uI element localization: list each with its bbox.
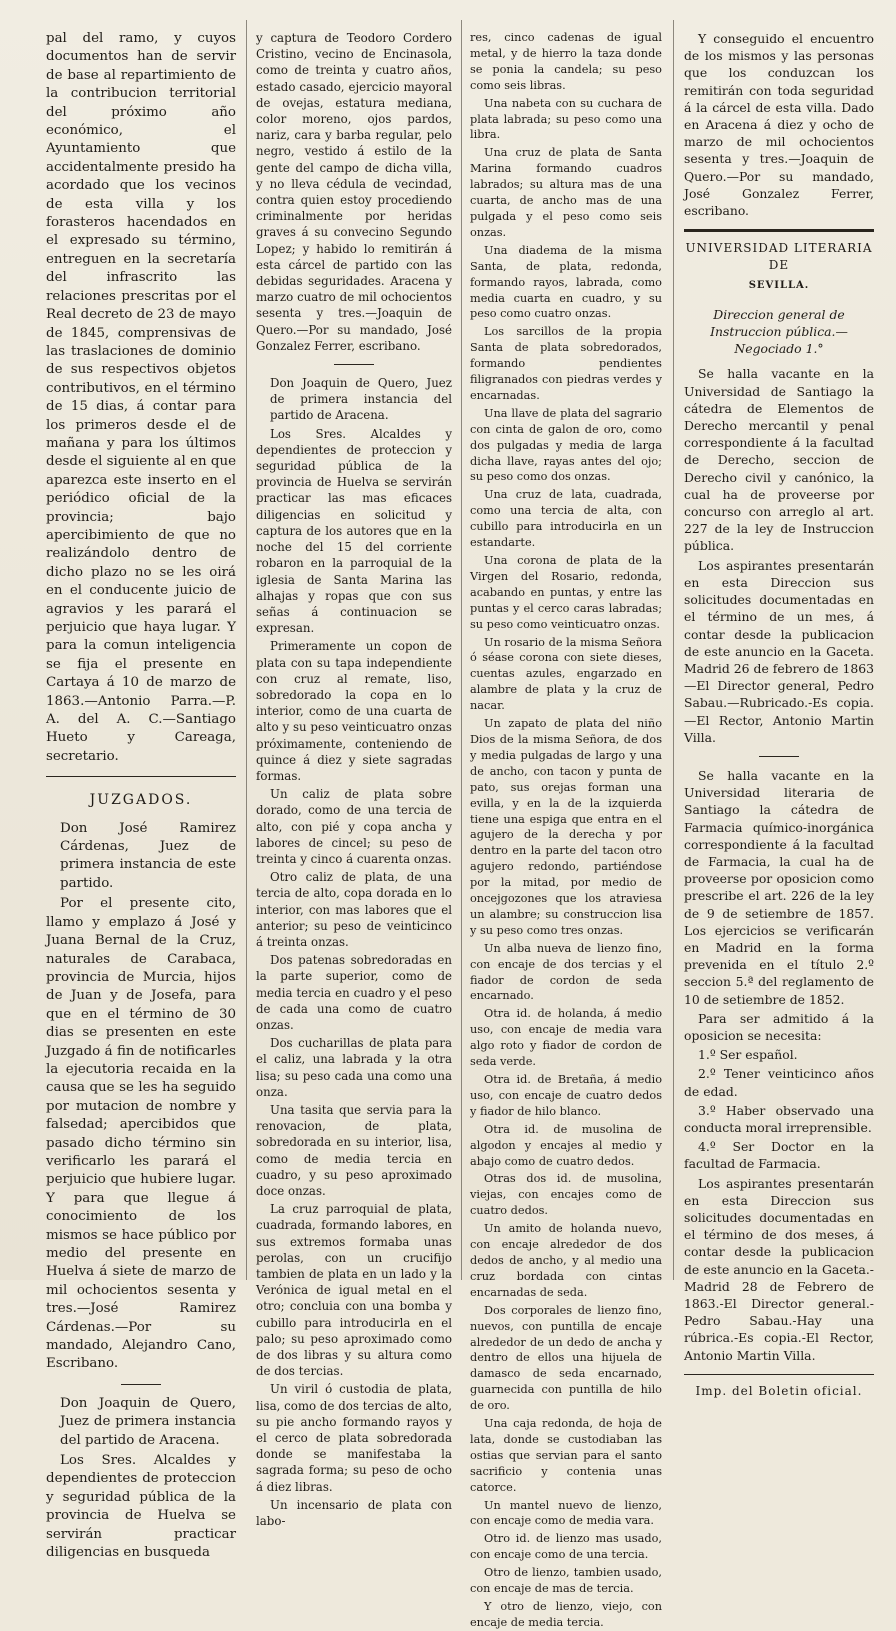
vacancy-notice: Los aspirantes presentarán en esta Direccion sus solicitudes documentadas en el término de un mes, á contar desde la publicacion de este anuncio en la Gaceta. Madrid 26 de febrero de 1863 —El Director general, Pedro Sabau.—Rubricado.-Es copia. —El Rector, Antonio Martin Villa. <box>684 557 874 745</box>
requirement-item: 1.º Ser español. <box>698 1047 798 1063</box>
item-paragraph: Otras dos id. de musolina, viejas, con encajes como de cuatro dedos. <box>470 1172 662 1218</box>
item-paragraph: Dos corporales de lienzo fino, nuevos, con puntilla de encaje alrededor de un dedo de ancha y dentro de ellos una hijuela de damasco de seda encarnado, guarnecida con puntilla de hilo de oro. <box>470 1303 662 1413</box>
vacancy-notice: Para ser admitido á la oposicion se necesita: <box>684 1010 874 1043</box>
requirement-item: 3.º Haber observado una conducta moral irreprensible. <box>684 1102 874 1135</box>
item-paragraph: Otro de lienzo, tambien usado, con encaje de mas de tercia. <box>470 1566 662 1596</box>
item-paragraph: Una cruz de plata de Santa Marina formando cuadros labrados; su altura mas de una cuarta, de ancho mas de una pulgada y el peso como seis onzas. <box>470 146 662 239</box>
notice-body: Los Sres. Alcaldes y dependientes de proteccion y seguridad pública de la provincia de Huelva se servirán practicar diligencias en busqueda <box>46 1453 236 1561</box>
notice-paragraph: Los Sres. Alcaldes y dependientes de proteccion y seguridad pública de la provincia de Huelva se servirán practicar las mas eficaces diligencias en solicitud y captura de los autores que en la noche del 15 del corriente robaron en la parroquial de la iglesia de Santa Marina las alhajas y ropas que con sus señas á continuacion se expresan. <box>256 426 452 636</box>
notice-paragraph: Una tasita que servia para la renovacion, de plata, sobredorada en su interior, lisa, como de media tercia en cuadro, y su peso aproximado doce onzas. <box>256 1103 452 1199</box>
notice-paragraph: La cruz parroquial de plata, cuadrada, formando labores, en sus extremos formaba unas perolas, con un crucifijo tambien de plata en un lado y la Verónica de igual metal en el otro; concluia con una bomba y cubillo para introducirla en el palo; su peso aproximado como de dos libras y su altura como de dos tercias. <box>256 1202 452 1379</box>
notice-paragraph: Un caliz de plata sobre dorado, como de una tercia de alto, con pié y copa ancha y labores de cincel; su peso de treinta y cinco á cuarenta onzas. <box>256 787 452 866</box>
notice-paragraph: Dos cucharillas de plata para el caliz, una labrada y la otra lisa; su peso cada una como una onza. <box>256 1036 452 1099</box>
university-city: SEVILLA. <box>748 279 810 291</box>
column-4 <box>684 30 874 1398</box>
item-paragraph: Un rosario de la misma Señora ó séase corona con siete dieses, cuentas azules, engarzado en alambre de plata y la cruz de nacar. <box>470 635 662 713</box>
item-paragraph: Una llave de plata del sagrario con cinta de galon de oro, como dos pulgadas y media de larga dicha llave, rayas antes del ojo; su peso como dos onzas. <box>470 406 662 484</box>
item-paragraph: Un amito de holanda nuevo, con encaje alrededor de dos dedos de ancho, y al medio una cruz bordada con cintas encarnadas de seda. <box>470 1222 662 1299</box>
item-paragraph: Una cruz de lata, cuadrada, como una tercia de alta, con cubillo para introducirla en un estandarte. <box>470 488 662 550</box>
separator <box>121 1384 161 1385</box>
vacancy-notice: Se halla vacante en la Universidad de Santiago la cátedra de Elementos de Derecho mercantil y penal correspondiente á la facultad de Derecho, seccion de Derecho civil y canónico, la cual ha de proveerse por concurso con arreglo al art. 227 de la ley de Instruccion pública. <box>684 366 874 554</box>
column-3 <box>470 30 662 1629</box>
notice-paragraph: Un viril ó custodia de plata, lisa, como de dos tercias de alto, su pie ancho formando rayos y el cerco de plata sobredorada donde se manifestaba la sagrada forma; su peso de ocho á diez libras. <box>256 1382 452 1494</box>
item-paragraph: Otro id. de lienzo mas usado, con encaje como de una tercia. <box>470 1532 662 1562</box>
capture-notice-text: y captura de Teodoro Cordero Cristino, vecino de Encinasola, como de treinta y cuatro años, estado casado, ejercicio mayoral de ovejas, estatura mediana, color moreno, ojos pardos, nariz, cara y barba regular, pelo negro, vestido á estilo de la gente del campo de dicha villa, y no lleva cédula de vecindad, contra quien estoy procediendo criminalmente por heridas graves á su convecino Segundo Lopez; y habido lo remitirán á esta cárcel de partido con las debidas seguridades. Aracena y marzo cuatro de mil ochocientos sesenta y tres.—Joaquin de Quero.—Por su mandado, José Gonzalez Ferrer, escribano. <box>256 31 452 353</box>
column-divider <box>246 20 247 1280</box>
vacancy-notice: Se halla vacante en la Universidad literaria de Santiago la cátedra de Farmacia químico-inorgánica correspondiente á la facultad de Farmacia, la cual ha de proveerse por oposicion como prescribe el art. 226 de la ley de 9 de setiembre de 1857. Los ejercicios se verificarán en Madrid en la forma prevenida en el título 2.º seccion 5.ª del reglamento de 10 de setiembre de 1852. <box>684 767 874 1007</box>
item-paragraph: res, cinco cadenas de igual metal, y de hierro la taza donde se ponia la candela; su peso como seis libras. <box>470 31 662 92</box>
notice-paragraph: Dos patenas sobredoradas en la parte superior, como de media tercia en cuadro y el peso de cada una como de cuatro onzas. <box>256 953 452 1032</box>
column-divider <box>461 20 462 1280</box>
aracena-notice-end: Y conseguido el encuentro de los mismos y las personas que los conduzcan los remitirán con toda seguridad á la cárcel de esta villa. Dado en Aracena á diez y ocho de marzo de mil ochocientos sesenta y tres.—Joaquin de Quero.—Por su mandado, José Gonzalez Ferrer, escribano. <box>684 31 874 219</box>
column-1 <box>46 30 236 1561</box>
requirement-item: 2.º Tener veinticinco años de edad. <box>684 1066 874 1099</box>
requirement-item: 4.º Ser Doctor en la facultad de Farmacia. <box>684 1139 874 1172</box>
item-paragraph: Un zapato de plata del niño Dios de la misma Señora, de dos y media pulgadas de largo y una de ancho, con tacon y punta de pato, sus orejas forman una evilla, y en la de la izquierda tiene una espiga que entra en el agujero de la derecha y por dentro en la parte del tacon otro agujero redondo, partiéndose por la mitad, por medio de oncejgozones que los atraviesa un alambre; su construccion lisa y su peso como tres onzas. <box>470 717 662 937</box>
vacancy-notice: Los aspirantes presentarán en esta Direccion sus solicitudes documentadas en el término de dos meses, á contar desde la publicacion de este anuncio en la Gaceta.-Madrid 28 de Febrero de 1863.-El Director general.-Pedro Sabau.-Hay una rúbrica.-Es copia.-El Rector, Antonio Martin Villa. <box>684 1175 874 1363</box>
university-title: UNIVERSIDAD LITERARIA DE <box>685 241 873 273</box>
section-rule <box>684 229 874 232</box>
item-paragraph: Una caja redonda, de hoja de lata, donde se custodiaban las ostias que servian para el santo sacrificio y contenia unas catorce. <box>470 1417 662 1494</box>
notice-title: Don Joaquin de Quero, Juez de primera instancia del partido de Aracena. <box>270 376 452 423</box>
item-paragraph: Otra id. de musolina de algodon y encajes al medio y abajo como de cuatro dedos. <box>470 1122 662 1168</box>
notice-title: Don José Ramirez Cárdenas, Juez de primera instancia de este partido. <box>60 820 236 891</box>
item-paragraph: Una nabeta con su cuchara de plata labrada; su peso como una libra. <box>470 96 662 142</box>
printer-footer: Imp. del Boletin oficial. <box>695 1383 863 1398</box>
section-title-juzgados: JUZGADOS. <box>89 792 193 809</box>
footer-rule <box>684 1374 874 1375</box>
item-paragraph: Un alba nueva de lienzo fino, con encaje de dos tercias y el fiador de cordon de seda encarnado. <box>470 941 662 1003</box>
item-paragraph: Una diadema de la misma Santa, de plata, redonda, formando rayos, labrada, como media cuarta en cuadro, y su peso como cuatro onzas. <box>470 243 662 321</box>
notice-title: Don Joaquin de Quero, Juez de primera instancia del partido de Aracena. <box>60 1395 236 1448</box>
separator <box>759 756 799 757</box>
item-paragraph: Y otro de lienzo, viejo, con encaje de media tercia. <box>470 1600 662 1629</box>
item-paragraph: Los sarcillos de la propia Santa de plata sobredorados, formando pendientes filigranados con piedras verdes y encarnadas. <box>470 325 662 402</box>
item-paragraph: Un mantel nuevo de lienzo, con encaje como de media vara. <box>470 1498 662 1528</box>
notice-paragraph: Un incensario de plata con labo- <box>256 1497 452 1529</box>
item-paragraph: Otra id. de Bretaña, á medio uso, con encaje de cuatro dedos y fiador de hilo blanco. <box>470 1073 662 1118</box>
cartaya-notice-text: pal del ramo, y cuyos documentos han de servir de base al repartimiento de la contribucion territorial del próximo año económico, el Ayuntamiento que accidentalmente presido ha acordado que los vecinos de esta villa y los forasteros hacendados en el expresado su término, entreguen en la secretaría del infrascrito las relaciones prescritas por el Real decreto de 23 de mayo de 1845, comprensivas de las traslaciones de dominio de sus respectivos objetos contributivos, en el término de 15 dias, á contar para los primeros desde el de mañana y para los últimos desde el siguiente al en que aparezca este inserto en el periódico oficial de la provincia; bajo apercibimiento de que no realizándolo dentro de dicho plazo no se les oirá en el conducente juicio de agravios y les parará el perjuicio que haya lugar. Y para la comun inteligencia se fija el presente en Cartaya á 10 de marzo de 1863.—Antonio Parra.—P. A. del A. C.—Santiago Hueto y Careaga, secretario. <box>46 31 236 764</box>
direction-subtitle: Direccion general de Instruccion pública.—Negociado 1.° <box>710 306 848 357</box>
item-paragraph: Otra id. de holanda, á medio uso, con encaje de media vara algo roto y fiador de cordon de seda verde. <box>470 1007 662 1069</box>
notice-body: Por el presente cito, llamo y emplazo á José y Juana Bernal de la Cruz, naturales de Carabaca, provincia de Murcia, hijos de Juan y de Josefa, para que en el término de 30 dias se presenten en este Juzgado á fin de notificarles la ejecutoria recaida en la causa que se les ha seguido por mutacion de nombre y falsedad; apercibidos que pasado dicho término sin verificarlo les parará el perjuicio que hubiere lugar. Y para que llegue á conocimiento de los mismos se hace público por medio del presente en Huelva á siete de marzo de mil ochocientos sesenta y tres.—José Ramirez Cárdenas.—Por su mandado, Alejandro Cano, Escribano. <box>46 896 236 1372</box>
notice-paragraph: Primeramente un copon de plata con su tapa independiente con cruz al remate, liso, sobredorado la copa en lo interior, como de una cuarta de alto y su peso veinticuatro onzas próximamente, conteniendo de quince á diez y siete sagradas formas. <box>256 639 452 783</box>
column-2 <box>256 30 452 1529</box>
separator <box>334 364 374 365</box>
item-paragraph: Una corona de plata de la Virgen del Rosario, redonda, acabando en puntas, y entre las puntas y el cerco caras labradas; su peso como veinticuatro onzas. <box>470 554 662 631</box>
section-rule <box>46 776 236 777</box>
notice-paragraph: Otro caliz de plata, de una tercia de alto, copa dorada en lo interior, con mas labores que el anterior; su peso de veinticinco á treinta onzas. <box>256 870 452 949</box>
column-divider <box>673 20 674 1280</box>
